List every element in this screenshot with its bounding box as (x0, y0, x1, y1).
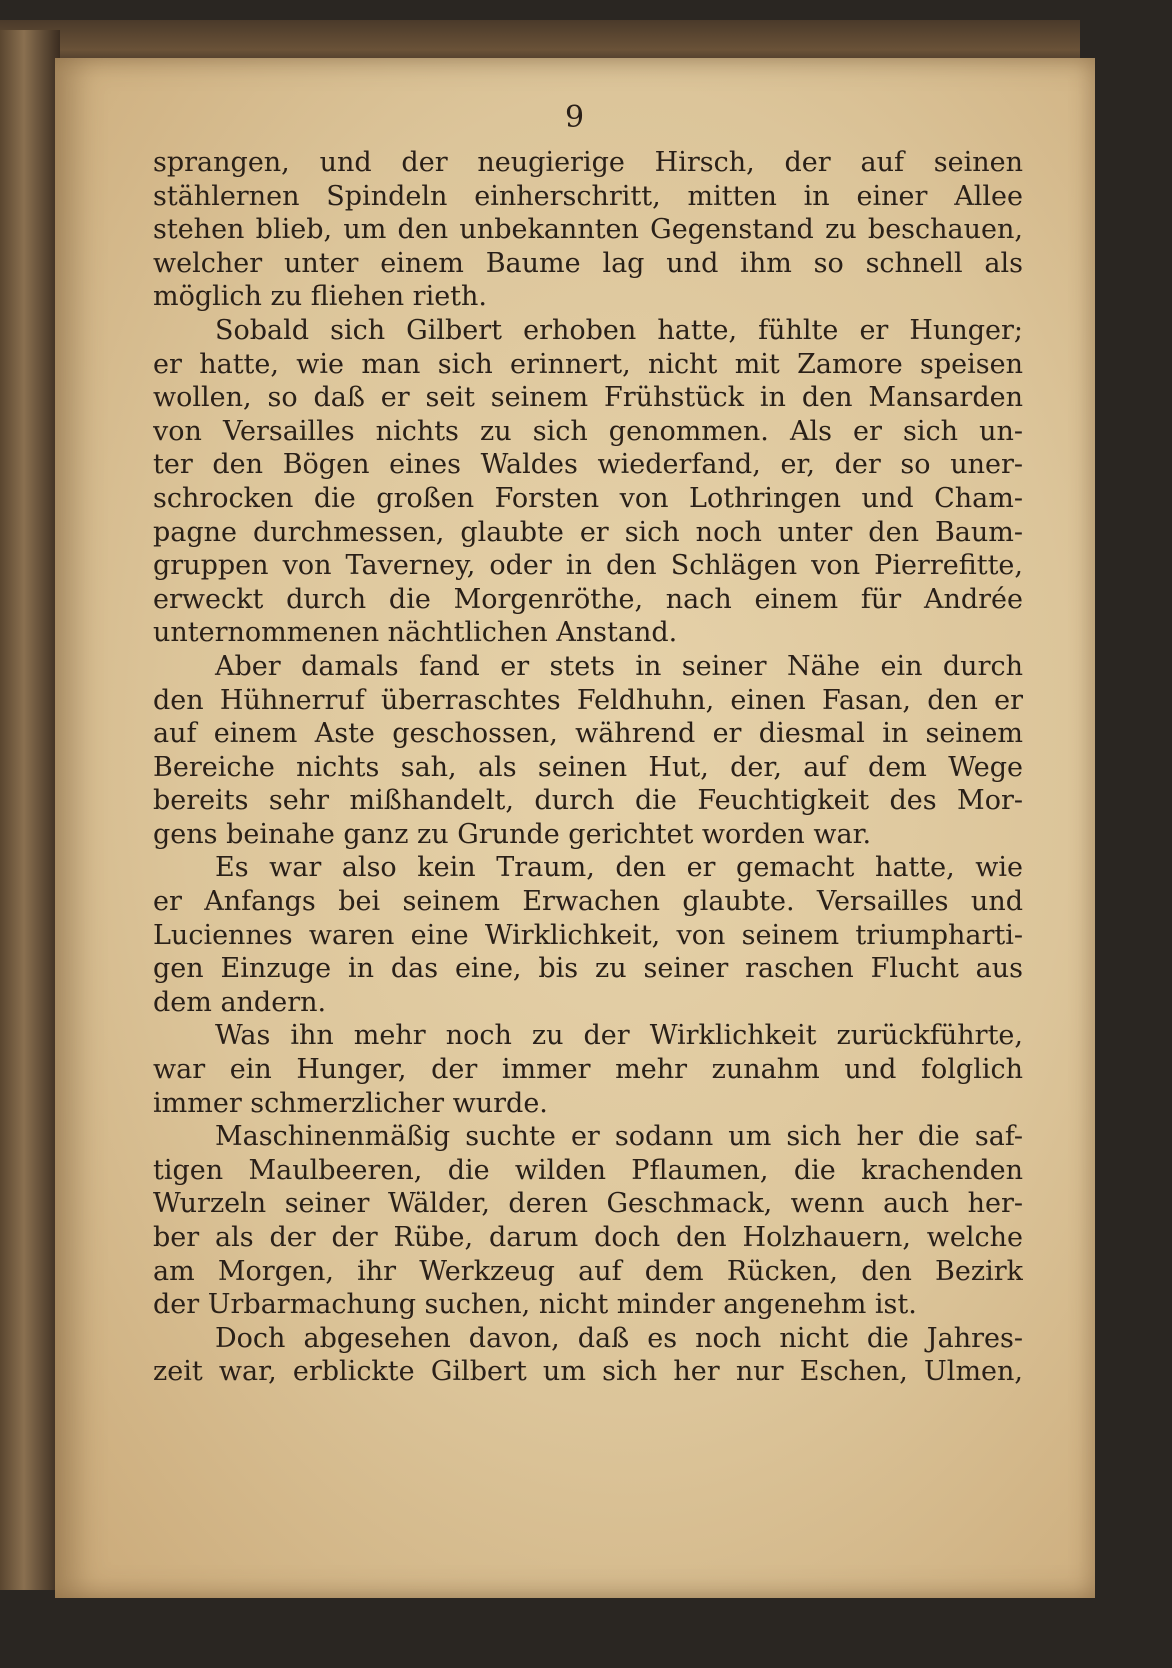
text-line: pagne durchmessen, glaubte er sich noch unter den Baum- (153, 516, 1023, 548)
text-line: möglich zu fliehen rieth. (153, 281, 488, 313)
text-line: Luciennes waren eine Wirklichkeit, von seinem triumpharti- (153, 919, 1023, 951)
text-line: Es war also kein Traum, den er gemacht hatte, wie (215, 852, 1023, 884)
text-line: schrocken die großen Forsten von Lothringen und Cham- (153, 482, 1023, 514)
text-line: Bereiche nichts sah, als seinen Hut, der, auf dem Wege (153, 751, 1023, 783)
text-line: er Anfangs bei seinem Erwachen glaubte. Versailles und (153, 886, 1023, 918)
text-line: dem andern. (153, 986, 327, 1018)
page-text (153, 146, 1023, 1389)
text-line: Wurzeln seiner Wälder, deren Geschmack, wenn auch her- (153, 1188, 1023, 1220)
text-line: auf einem Aste geschossen, während er diesmal in seinem (153, 718, 1023, 750)
text-line: er hatte, wie man sich erinnert, nicht mit Zamore speisen (153, 348, 1023, 380)
text-line: ber als der der Rübe, darum doch den Holzhauern, welche (153, 1222, 1023, 1253)
text-line: stählernen Spindeln einherschritt, mitten in einer Allee (153, 180, 1023, 212)
text-line: am Morgen, ihr Werkzeug auf dem Rücken, den Bezirk (153, 1255, 1023, 1287)
text-line: sprangen, und der neugierige Hirsch, der auf seinen (153, 147, 1023, 178)
text-line: Sobald sich Gilbert erhoben hatte, fühlte er Hunger; (215, 314, 1023, 346)
text-line: bereits sehr mißhandelt, durch die Feuchtigkeit des Mor- (153, 785, 1023, 817)
text-line: Was ihn mehr noch zu der Wirklichkeit zurückführte, (215, 1020, 1023, 1052)
text-line: immer schmerzlicher wurde. (153, 1087, 548, 1119)
text-line: gens beinahe ganz zu Grunde gerichtet worden war. (153, 818, 872, 850)
text-line: war ein Hunger, der immer mehr zunahm und folglich (153, 1054, 1023, 1086)
text-line: ter den Bögen eines Waldes wiederfand, er, der so uner- (153, 449, 1023, 481)
text-line: von Versailles nichts zu sich genommen. Als er sich un- (153, 415, 1023, 447)
text-line: welcher unter einem Baume lag und ihm so schnell als (153, 247, 1023, 279)
text-line: gen Einzuge in das eine, bis zu seiner raschen Flucht aus (153, 953, 1023, 985)
text-line: erweckt durch die Morgenröthe, nach einem für Andrée (153, 583, 1023, 615)
page-number: 9 (564, 100, 586, 135)
book-page (55, 58, 1095, 1598)
previous-page-edge (0, 30, 60, 1590)
text-line: Aber damals fand er stets in seiner Nähe ein durch (215, 650, 1023, 682)
text-line: zeit war, erblickte Gilbert um sich her nur Eschen, Ulmen, (153, 1356, 1023, 1388)
text-line: Doch abgesehen davon, daß es noch nicht die Jahres- (215, 1322, 1023, 1354)
text-line: Maschinenmäßig suchte er sodann um sich her die saf- (215, 1121, 1023, 1153)
text-line: wollen, so daß er seit seinem Frühstück in den Mansarden (153, 382, 1023, 414)
text-line: stehen blieb, um den unbekannten Gegenstand zu beschauen, (153, 214, 1023, 246)
text-line: den Hühnerruf überraschtes Feldhuhn, einen Fasan, den er (153, 684, 1023, 716)
text-line: tigen Maulbeeren, die wilden Pflaumen, die krachenden (153, 1154, 1023, 1186)
text-line: unternommenen nächtlichen Anstand. (153, 617, 678, 649)
text-line: gruppen von Taverney, oder in den Schlägen von Pierrefitte, (153, 550, 1023, 582)
text-line: der Urbarmachung suchen, nicht minder angenehm ist. (153, 1289, 917, 1321)
